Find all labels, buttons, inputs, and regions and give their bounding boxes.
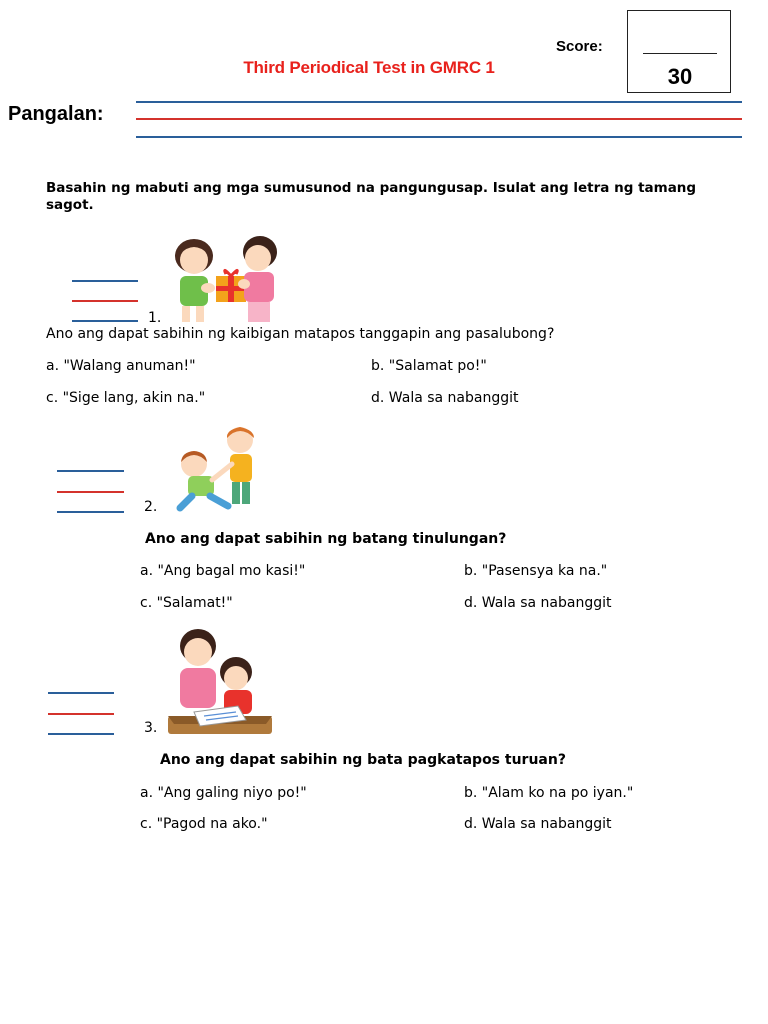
answer-line-3-middle[interactable] [48, 713, 114, 715]
name-line-bottom[interactable] [136, 136, 742, 138]
question-3-number: 3. [144, 720, 158, 736]
answer-line-3-top[interactable] [48, 692, 114, 694]
question-2-option-c[interactable]: c. "Salamat!" [140, 595, 233, 611]
answer-line-1-middle[interactable] [72, 300, 138, 302]
score-box [627, 10, 731, 93]
friends-gift-illustration [170, 236, 282, 324]
question-1-option-c[interactable]: c. "Sige lang, akin na." [46, 390, 206, 406]
test-title: Third Periodical Test in GMRC 1 [243, 58, 495, 77]
question-3-option-c[interactable]: c. "Pagod na ako." [140, 816, 268, 832]
answer-line-2-top[interactable] [57, 470, 124, 472]
question-1-option-b[interactable]: b. "Salamat po!" [371, 358, 487, 374]
question-3-option-d[interactable]: d. Wala sa nabanggit [464, 816, 612, 832]
score-total: 30 [667, 64, 693, 89]
question-2-number: 2. [144, 499, 158, 515]
helping-child-illustration [172, 424, 268, 514]
question-3-option-b[interactable]: b. "Alam ko na po iyan." [464, 785, 634, 801]
question-2-text: Ano ang dapat sabihin ng batang tinulungan? [145, 531, 507, 547]
answer-line-1-bottom[interactable] [72, 320, 138, 322]
question-1-text: Ano ang dapat sabihin ng kaibigan matapos tanggapin ang pasalubong? [46, 326, 555, 342]
question-3-option-a[interactable]: a. "Ang galing niyo po!" [140, 785, 307, 801]
question-1-number: 1. [148, 310, 162, 326]
name-label: Pangalan: [8, 103, 104, 125]
score-label: Score: [556, 38, 603, 55]
name-line-top[interactable] [136, 101, 742, 103]
question-3-text: Ano ang dapat sabihin ng bata pagkatapos turuan? [160, 752, 566, 768]
question-2-option-b[interactable]: b. "Pasensya ka na." [464, 563, 608, 579]
answer-line-3-bottom[interactable] [48, 733, 114, 735]
question-1-option-d[interactable]: d. Wala sa nabanggit [371, 390, 519, 406]
teaching-illustration [166, 628, 274, 738]
question-1-option-a[interactable]: a. "Walang anuman!" [46, 358, 196, 374]
answer-line-1-top[interactable] [72, 280, 138, 282]
answer-line-2-middle[interactable] [57, 491, 124, 493]
question-2-option-a[interactable]: a. "Ang bagal mo kasi!" [140, 563, 306, 579]
question-2-option-d[interactable]: d. Wala sa nabanggit [464, 595, 612, 611]
answer-line-2-bottom[interactable] [57, 511, 124, 513]
score-blank-line[interactable] [643, 53, 717, 54]
name-line-middle[interactable] [136, 118, 742, 120]
instructions: Basahin ng mabuti ang mga sumusunod na pangungusap. Isulat ang letra ng tamang sagot. [46, 180, 697, 213]
